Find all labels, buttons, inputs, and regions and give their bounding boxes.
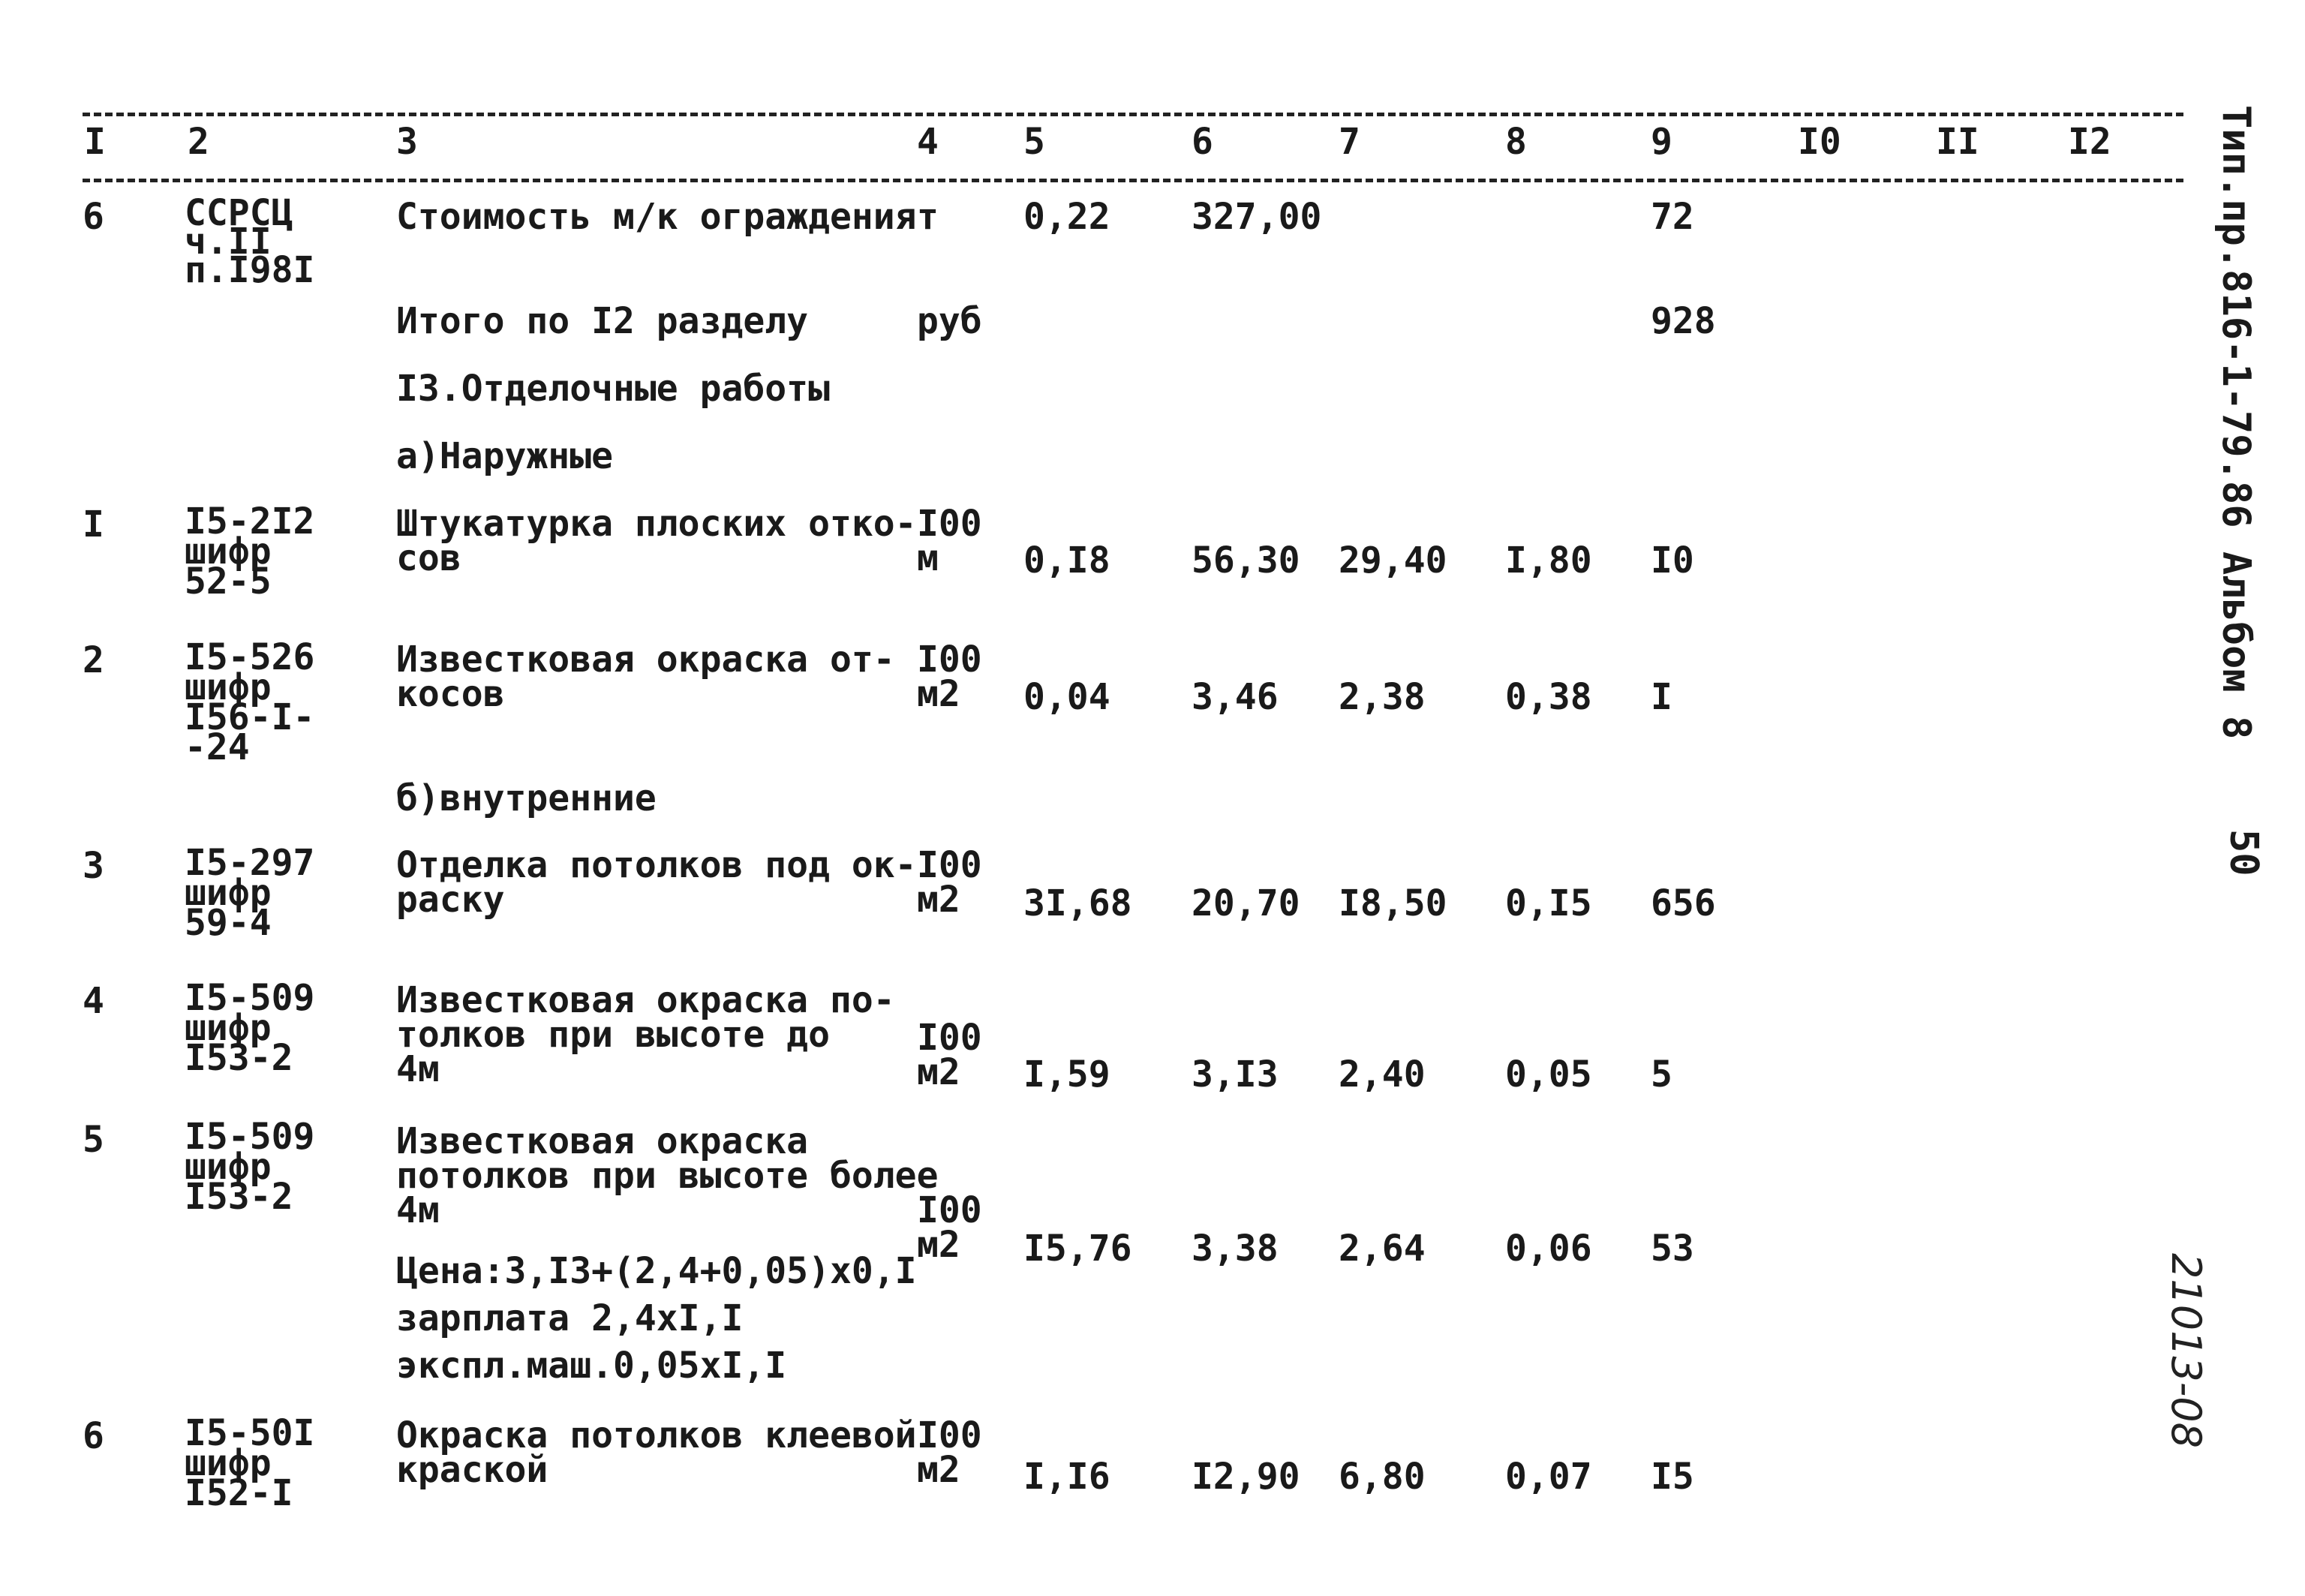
row-total: 656 [1651,882,1716,924]
col-header-5: 5 [1023,121,1045,163]
col-header-4: 4 [917,121,939,163]
row-mach: 0,05 [1505,1053,1592,1096]
row-name: Стоимость м/к ограждения [396,196,917,238]
col-header-9: 9 [1651,121,1672,163]
row-name: Окраска потолков клеевой краской [396,1414,917,1491]
row-code: I5-509 шифр I53-2 [185,1116,315,1218]
header-bottom-rule [83,179,2183,182]
row-no: 4 [83,980,104,1022]
row-total: 53 [1651,1228,1694,1270]
row-no: 5 [83,1119,104,1161]
row-wage: 29,40 [1339,540,1447,582]
col-header-7: 7 [1339,121,1360,163]
row-unit: т [917,196,939,238]
row-mach: 0,07 [1505,1456,1592,1498]
row-total: 72 [1651,196,1694,238]
row-qty: 0,04 [1023,676,1110,718]
col-header-1: I [84,121,106,163]
col-header-10: I0 [1798,121,1841,163]
row-wage: 2,64 [1339,1228,1426,1270]
row-no: 3 [83,845,104,887]
subsection-heading: а)Наружные [396,435,613,477]
col-header-6: 6 [1192,121,1213,163]
row-total: I [1651,676,1672,718]
row-mach: 0,I5 [1505,882,1592,924]
row-no: 2 [83,639,104,681]
row-total: I0 [1651,540,1694,582]
row-wage: 2,40 [1339,1053,1426,1096]
row-name: Известковая окраска от- косов [396,639,895,715]
col-header-11: II [1936,121,1979,163]
row-mach: I,80 [1505,540,1592,582]
row-code: I5-50I шифр I52-I [185,1412,315,1514]
subtotal-total: 928 [1651,300,1716,342]
row-wage: I8,50 [1339,882,1447,924]
row-qty: I5,76 [1023,1228,1132,1270]
section-heading: I3.Отделочные работы [396,368,830,410]
row-code: I5-526 шифр I56-I- -24 [185,636,315,768]
row-mach: 0,06 [1505,1228,1592,1270]
row-qty: I,59 [1023,1053,1110,1096]
row-wage: 6,80 [1339,1456,1426,1498]
row-qty: 0,22 [1023,196,1110,238]
subtotal-label: Итого по I2 разделу [396,300,809,342]
row-no: 6 [83,196,104,238]
row-price: I2,90 [1192,1456,1300,1498]
row-price: 3,46 [1192,676,1279,718]
side-stamp: Тип.пр.816-1-79.86 Альбом 8 [2213,105,2258,740]
row-price: 327,00 [1192,196,1322,238]
row-unit: I00 м [917,503,982,579]
row-name: Известковая окраска потолков при высоте более 4м [396,1120,939,1231]
row-qty: 0,I8 [1023,540,1110,582]
row-no: I [83,503,104,546]
row-price: 3,I3 [1192,1053,1279,1096]
row-code: ССРСЦ ч.II п.I98I [185,192,315,291]
row-note-machine: экспл.маш.0,05хI,I [396,1345,787,1387]
row-unit: I00 м2 [917,1017,982,1093]
row-unit: I00 м2 [917,1189,982,1266]
row-unit: I00 м2 [917,844,982,921]
row-total: I5 [1651,1456,1694,1498]
col-header-8: 8 [1505,121,1527,163]
row-note-price: Цена:3,I3+(2,4+0,05)х0,I [396,1250,917,1292]
col-header-12: I2 [2068,121,2111,163]
row-code: I5-297 шифр 59-4 [185,842,315,944]
row-price: 3,38 [1192,1228,1279,1270]
row-code: I5-2I2 шифр 52-5 [185,500,315,603]
row-note-wage: зарплата 2,4хI,I [396,1297,744,1339]
header-top-rule [83,113,2183,116]
row-qty: I,I6 [1023,1456,1110,1498]
handwritten-number: 21013-08 [2162,1253,2210,1448]
row-name: Штукатурка плоских отко- сов [396,503,917,579]
row-mach: 0,38 [1505,676,1592,718]
row-total: 5 [1651,1053,1672,1096]
col-header-3: 3 [396,121,418,163]
row-unit: I00 м2 [917,639,982,715]
row-name: Известковая окраска по- толков при высоте до 4м [396,979,895,1090]
row-wage: 2,38 [1339,676,1426,718]
row-unit: I00 м2 [917,1414,982,1491]
subsection-heading: б)внутренние [396,777,657,819]
subtotal-unit: руб [917,300,982,342]
row-no: 6 [83,1415,104,1457]
row-price: 20,70 [1192,882,1300,924]
page-number: 50 [2221,829,2266,876]
row-code: I5-509 шифр I53-2 [185,977,315,1079]
row-name: Отделка потолков под ок- раску [396,844,917,921]
col-header-2: 2 [188,121,209,163]
row-price: 56,30 [1192,540,1300,582]
row-qty: 3I,68 [1023,882,1132,924]
